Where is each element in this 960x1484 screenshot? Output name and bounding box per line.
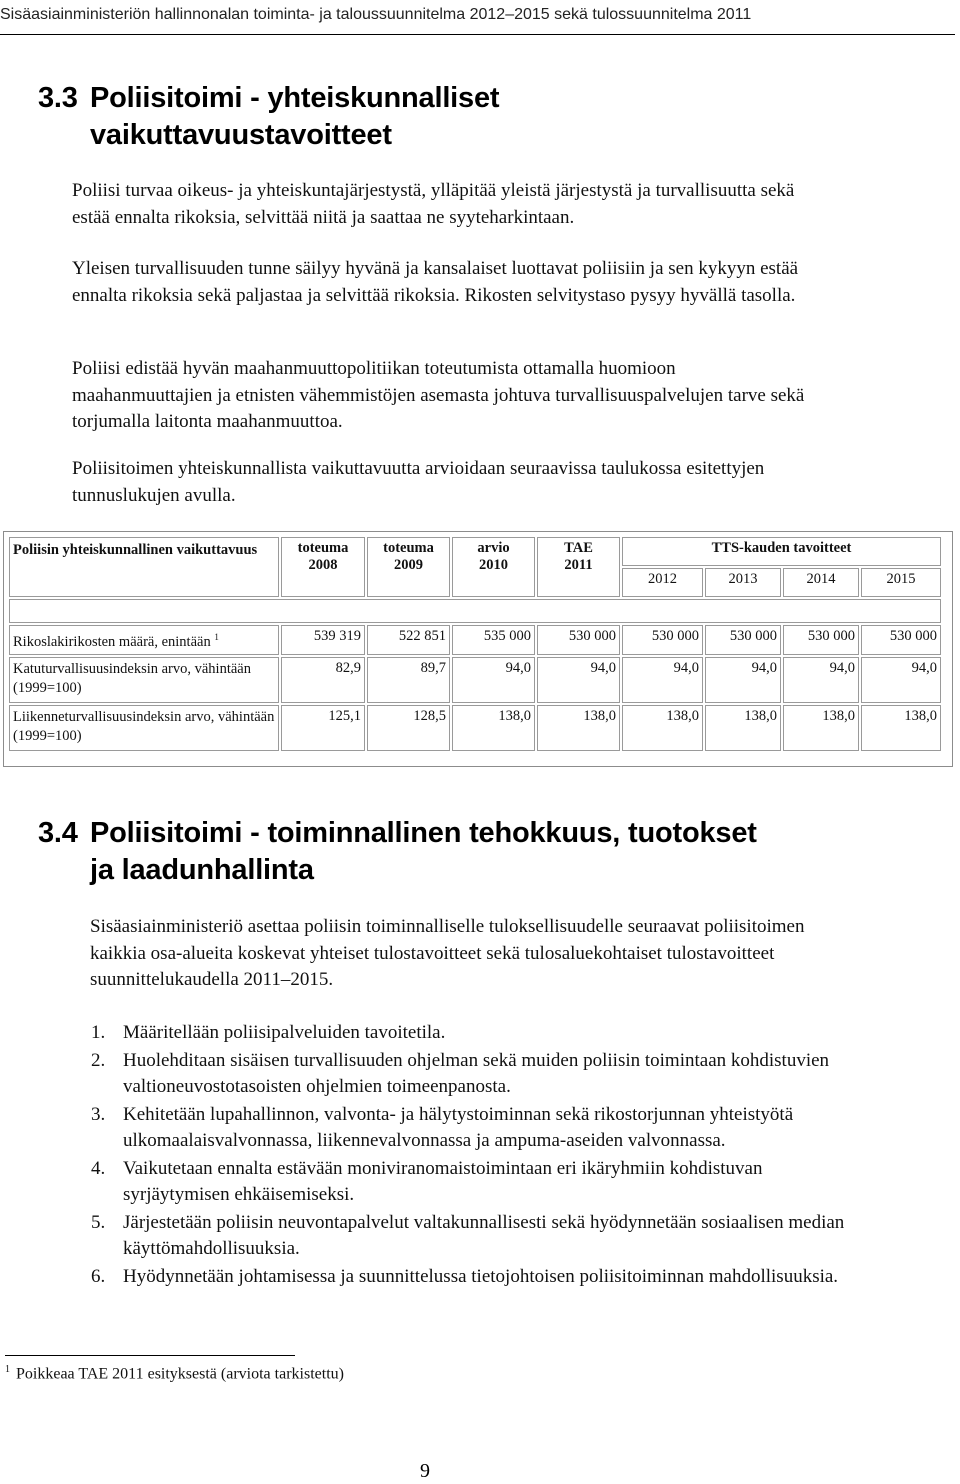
- table-cell: 138,0: [705, 705, 781, 751]
- list-item: [91, 1020, 851, 1047]
- row-label: Katuturvallisuusindeksin arvo, vähintään (1999=100): [9, 657, 279, 703]
- list-number: 2.: [91, 1049, 106, 1071]
- table-header-row: [9, 537, 941, 566]
- table-cell: 138,0: [861, 705, 941, 751]
- table-header-year-2015: 2015: [861, 568, 941, 597]
- table-cell: 94,0: [861, 657, 941, 703]
- list-number: 4.: [91, 1157, 106, 1179]
- running-header: Sisäasiainministeriön hallinnonalan toiminta- ja taloussuunnitelma 2012–2015 sekä tulossuunnitelma 2011: [0, 6, 752, 23]
- table-header-year-2012: 2012: [622, 568, 703, 597]
- table-row: [9, 625, 941, 655]
- table-cell: 535 000: [452, 625, 535, 655]
- table-cell: 138,0: [537, 705, 620, 751]
- table-cell: 522 851: [367, 625, 450, 655]
- table-cell: 530 000: [537, 625, 620, 655]
- table-cell: 539 319: [281, 625, 365, 655]
- list-text: Järjestetään poliisin neuvontapalvelut valtakunnallisesti sekä hyödynnetään sosiaalisen median käyttömahdollisuuksia.: [123, 1211, 845, 1259]
- row-label: [9, 625, 279, 655]
- table-header-col-2009: [367, 537, 450, 597]
- paragraph-3: Poliisi edistää hyvän maahanmuuttopolitiikan toteutumista ottamalla huomioon maahanmuuttajien ja etnisten vähemmistöjen asemasta johtuva turvallisuuspalvelujen tarve sekä torjumalla laitonta maahanmuuttoa.: [72, 358, 805, 432]
- list-text: Hyödynnetään johtamisessa ja suunnittelussa tietojohtoisen poliisitoiminnan mahdollisuuksia.: [123, 1265, 839, 1287]
- header-year: 2010: [479, 557, 508, 573]
- table-cell: 94,0: [705, 657, 781, 703]
- list-item: [91, 1156, 851, 1209]
- table-header-year-2013: 2013: [705, 568, 781, 597]
- table-header-tts: TTS-kauden tavoitteet: [622, 537, 941, 566]
- table-header-label: Poliisin yhteiskunnallinen vaikuttavuus: [9, 537, 279, 597]
- table-cell: 82,9: [281, 657, 365, 703]
- header-text: toteuma: [297, 540, 349, 556]
- header-year: 2009: [394, 557, 423, 573]
- table-cell: 530 000: [783, 625, 859, 655]
- table-spacer-row: [9, 599, 941, 623]
- list-text: Kehitetään lupahallinnon, valvonta- ja hälytystoiminnan sekä rikostorjunnan yhteistyötä ulkomaalaisvalvonnassa, liikennevalvonnassa ja ampuma-aseiden valvonnassa.: [123, 1103, 794, 1151]
- section-3-4-intro: Sisäasiainministeriö asettaa poliisin toiminnalliselle tuloksellisuudelle seuraavat poliisitoimen kaikkia osa-alueita koskevat yhteiset tulostavoitteet sekä tulosaluekohtaiset tulostavoitteet suunnittelukaudella 2011–2015.: [90, 916, 805, 990]
- section-3-3-title-line1: Poliisitoimi - yhteiskunnalliset: [90, 82, 500, 114]
- table-header-col-2011: [537, 537, 620, 597]
- page-number: 9: [420, 1460, 430, 1482]
- indicator-table: [3, 531, 953, 767]
- list-number: 5.: [91, 1211, 106, 1233]
- list-number: 3.: [91, 1103, 106, 1125]
- footnote: [5, 1364, 344, 1383]
- list-text: Vaikutetaan ennalta estävään moniviranomaistoimintaan eri ikäryhmiin kohdistuvan syrjäytymisen ehkäisemiseksi.: [123, 1157, 763, 1205]
- table-cell: 138,0: [622, 705, 703, 751]
- table-cell: 94,0: [622, 657, 703, 703]
- table-header-col-2008: [281, 537, 365, 597]
- table-cell: 138,0: [783, 705, 859, 751]
- header-text: TAE: [564, 540, 593, 556]
- row-label: Liikenneturvallisuusindeksin arvo, vähintään (1999=100): [9, 705, 279, 751]
- paragraph-4: Poliisitoimen yhteiskunnallista vaikuttavuutta arvioidaan seuraavissa taulukossa esitettyjen tunnuslukujen avulla.: [72, 458, 765, 506]
- indicator-table-grid: [7, 535, 943, 753]
- table-cell: 94,0: [537, 657, 620, 703]
- table-row: [9, 705, 941, 751]
- list-item: [91, 1102, 851, 1155]
- table-cell: 138,0: [452, 705, 535, 751]
- table-header-year-2014: 2014: [783, 568, 859, 597]
- table-cell: 530 000: [861, 625, 941, 655]
- table-cell: 530 000: [622, 625, 703, 655]
- section-3-3-heading: [38, 80, 499, 154]
- footnote-rule: [5, 1355, 295, 1356]
- header-year: 2008: [308, 557, 338, 573]
- paragraph-1: Poliisi turvaa oikeus- ja yhteiskuntajärjestystä, ylläpitää yleistä järjestystä ja turvallisuutta sekä estää ennalta rikoksia, selvittää niitä ja saattaa ne syyteharkintaan.: [72, 180, 795, 228]
- table-cell: 530 000: [705, 625, 781, 655]
- header-text: arvio: [477, 540, 510, 556]
- header-year: 2011: [564, 557, 593, 573]
- list-number: 1.: [91, 1022, 106, 1043]
- table-cell: 89,7: [367, 657, 450, 703]
- table-cell: 128,5: [367, 705, 450, 751]
- section-3-3-title-line2: vaikuttavuustavoitteet: [90, 119, 392, 151]
- table-cell: 94,0: [783, 657, 859, 703]
- section-3-4-title-line1: Poliisitoimi - toiminnallinen tehokkuus, tuotokset: [90, 817, 757, 849]
- table-cell: 125,1: [281, 705, 365, 751]
- header-rule: [0, 34, 955, 35]
- section-3-4-number: 3.4: [38, 817, 78, 849]
- table-header-col-2010: [452, 537, 535, 597]
- paragraph-2: Yleisen turvallisuuden tunne säilyy hyvänä ja kansalaiset luottavat poliisiin ja sen kykyyn estää ennalta rikoksia sekä paljastaa ja selvittää rikoksia. Rikosten selvitystaso pysyy hyvällä tasolla.: [72, 258, 799, 306]
- list-item: [91, 1048, 851, 1101]
- table-spacer: [9, 599, 941, 623]
- table-cell: 94,0: [452, 657, 535, 703]
- row-label-text: Rikoslakirikosten määrä, enintään: [13, 633, 211, 650]
- list-item: [91, 1210, 851, 1263]
- footnote-text: Poikkeaa TAE 2011 esityksestä (arviota tarkistettu): [16, 1365, 344, 1383]
- section-3-4-heading: [38, 815, 757, 889]
- section-3-4-title-line2: ja laadunhallinta: [90, 854, 314, 886]
- list-number: 6.: [91, 1265, 106, 1287]
- header-text: toteuma: [383, 540, 434, 556]
- section-3-3-number: 3.3: [38, 82, 78, 114]
- list-text: Huolehditaan sisäisen turvallisuuden ohjelman sekä muiden poliisin toimintaan kohdistuvien valtioneuvostotasoisten ohjelmien toimeenpanosta.: [123, 1049, 830, 1097]
- footnote-marker: 1: [214, 632, 219, 642]
- table-row: [9, 657, 941, 703]
- list-item: [91, 1264, 851, 1291]
- footnote-mark: 1: [5, 1364, 10, 1375]
- objectives-list: [91, 1020, 851, 1291]
- list-text: Määritellään poliisipalveluiden tavoitetila.: [123, 1022, 446, 1043]
